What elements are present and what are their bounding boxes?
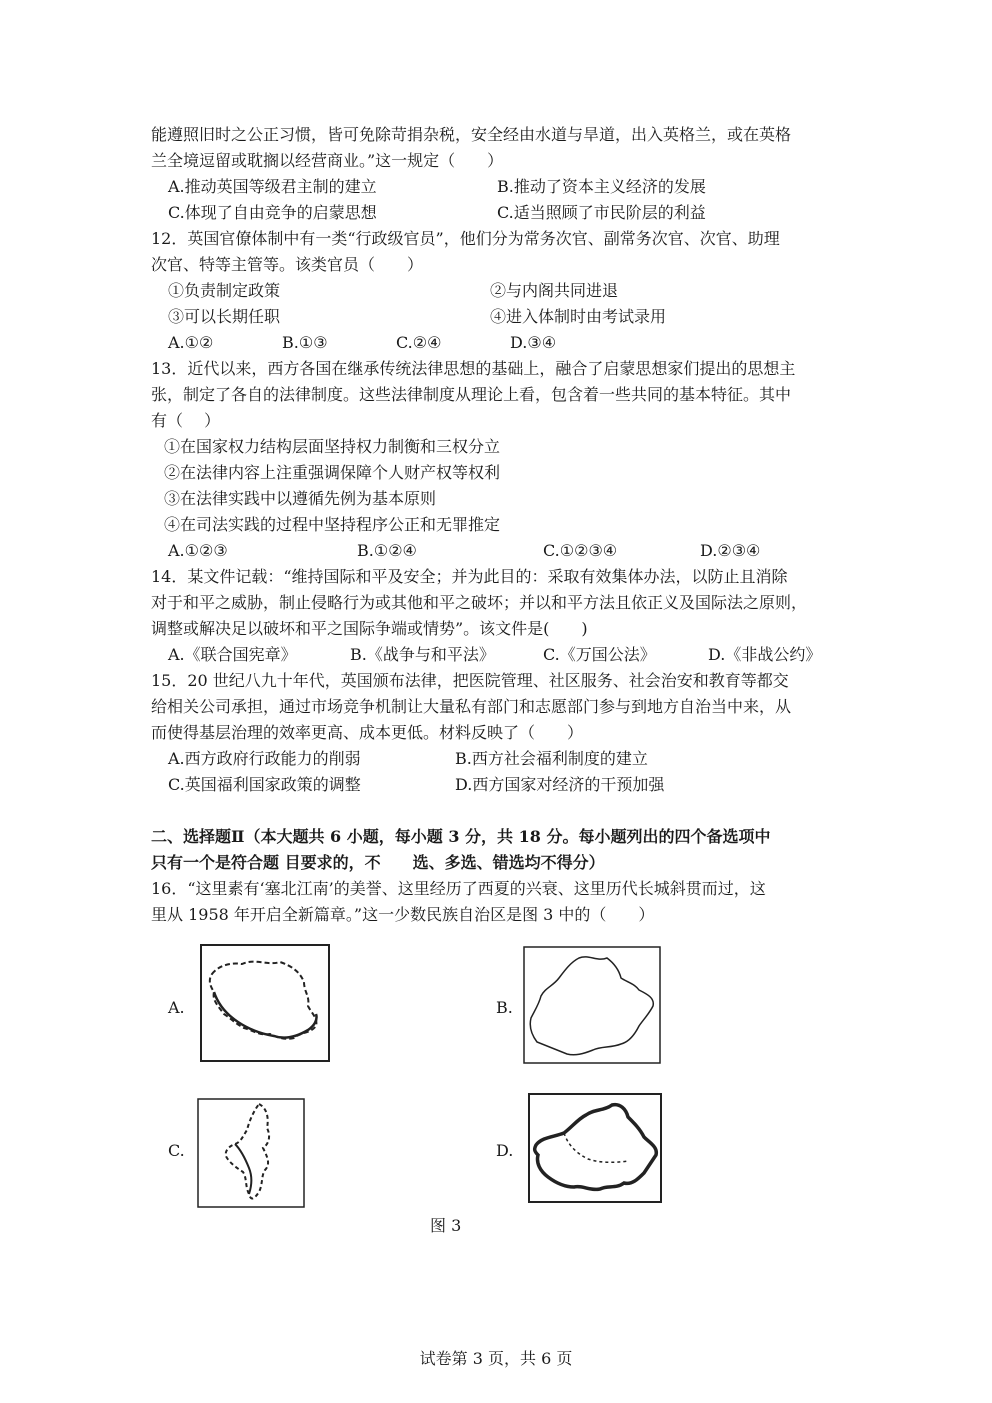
map-option-d: [528, 1093, 662, 1203]
q11-option-b: B.推动了资本主义经济的发展: [497, 177, 706, 196]
q14-line-1: 14．某文件记载：“维持国际和平及安全；并为此目的：采取有效集体办法，以防止且消除: [151, 567, 788, 586]
q14-option-d: D.《非战公约》: [708, 645, 822, 664]
section2-heading-line-1: 二、选择题Ⅱ（本大题共 6 小题，每小题 3 分，共 18 分。每小题列出的四个备选项中: [151, 827, 771, 846]
q13-line-2: 张，制定了各自的法律制度。这些法律制度从理论上看，包含着一些共同的基本特征。其中: [151, 385, 792, 404]
q12-option-d: D.③④: [510, 333, 557, 352]
section2-heading-line-2: 只有一个是符合题 目要求的，不 选、多选、错选均不得分）: [151, 853, 605, 872]
map-option-b: [523, 946, 661, 1064]
q14-line-3: 调整或解决足以破坏和平之国际争端或情势”。该文件是( ): [151, 619, 588, 638]
q11-line-2: 兰全境逗留或耽搁以经营商业。”这一规定（ ）: [151, 151, 504, 170]
q12-option-c: C.②④: [396, 333, 442, 352]
q11-option-d: C.适当照顾了市民阶层的利益: [497, 203, 706, 222]
q11-option-c: C.体现了自由竞争的启蒙思想: [168, 203, 377, 222]
map-label-a: A.: [168, 998, 185, 1017]
q13-item-2: ②在法律内容上注重强调保障个人财产权等权利: [164, 463, 501, 482]
q14-line-2: 对于和平之威胁，制止侵略行为或其他和平之破坏；并以和平方法且依正义及国际法之原则，: [151, 593, 808, 612]
q12-option-b: B.①③: [282, 333, 328, 352]
map-label-c: C.: [168, 1141, 185, 1160]
q15-option-a: A.西方政府行政能力的削弱: [168, 749, 361, 768]
q12-item-3: ③可以长期任职: [168, 307, 281, 326]
q15-line-2: 给相关公司承担，通过市场竞争机制让大量私有部门和志愿部门参与到地方自治当中来，从: [151, 697, 792, 716]
q13-item-4: ④在司法实践的过程中坚持程序公正和无罪推定: [164, 515, 501, 534]
map-option-a: [200, 944, 330, 1062]
q12-line-2: 次官、特等主管等。该类官员（ ）: [151, 255, 424, 274]
q14-option-c: C.《万国公法》: [543, 645, 656, 664]
page-footer: 试卷第 3 页，共 6 页: [419, 1349, 573, 1368]
q15-option-b: B.西方社会福利制度的建立: [455, 749, 648, 768]
q15-line-3: 而使得基层治理的效率更高、成本更低。材料反映了（ ）: [151, 723, 584, 742]
q13-line-1: 13．近代以来，西方各国在继承传统法律思想的基础上，融合了启蒙思想家们提出的思想主: [151, 359, 796, 378]
q12-item-4: ④进入体制时由考试录用: [490, 307, 667, 326]
q15-option-d: D.西方国家对经济的干预加强: [455, 775, 665, 794]
q13-item-3: ③在法律实践中以遵循先例为基本原则: [164, 489, 437, 508]
q16-line-1: 16．“这里素有‘塞北江南’的美誉、这里经历了西夏的兴衰、这里历代长城斜贯而过，这: [151, 879, 766, 898]
q12-item-1: ①负责制定政策: [168, 281, 281, 300]
q14-option-b: B.《战争与和平法》: [350, 645, 495, 664]
q13-option-c: C.①②③④: [543, 541, 618, 560]
q11-option-a: A.推动英国等级君主制的建立: [168, 177, 377, 196]
q15-line-1: 15．20 世纪八九十年代，英国颁布法律，把医院管理、社区服务、社会治安和教育等都交: [151, 671, 789, 690]
q15-option-c: C.英国福利国家政策的调整: [168, 775, 361, 794]
q12-item-2: ②与内阁共同进退: [490, 281, 619, 300]
map-label-b: B.: [496, 998, 513, 1017]
q13-option-b: B.①②④: [357, 541, 417, 560]
q14-option-a: A.《联合国宪章》: [168, 645, 297, 664]
q13-item-1: ①在国家权力结构层面坚持权力制衡和三权分立: [164, 437, 501, 456]
figure-caption: 图 3: [430, 1216, 462, 1235]
q16-line-2: 里从 1958 年开启全新篇章。”这一少数民族自治区是图 3 中的（ ）: [151, 905, 655, 924]
map-option-c: [197, 1098, 305, 1208]
q13-option-d: D.②③④: [700, 541, 761, 560]
q13-option-a: A.①②③: [168, 541, 228, 560]
map-label-d: D.: [496, 1141, 514, 1160]
q12-line-1: 12．英国官僚体制中有一类“行政级官员”，他们分为常务次官、副常务次官、次官、助理: [151, 229, 780, 248]
q12-option-a: A.①②: [168, 333, 214, 352]
q11-line-1: 能遵照旧时之公正习惯，皆可免除苛捐杂税，安全经由水道与旱道，出入英格兰，或在英格: [151, 125, 792, 144]
q13-line-3: 有（ ）: [151, 411, 221, 430]
